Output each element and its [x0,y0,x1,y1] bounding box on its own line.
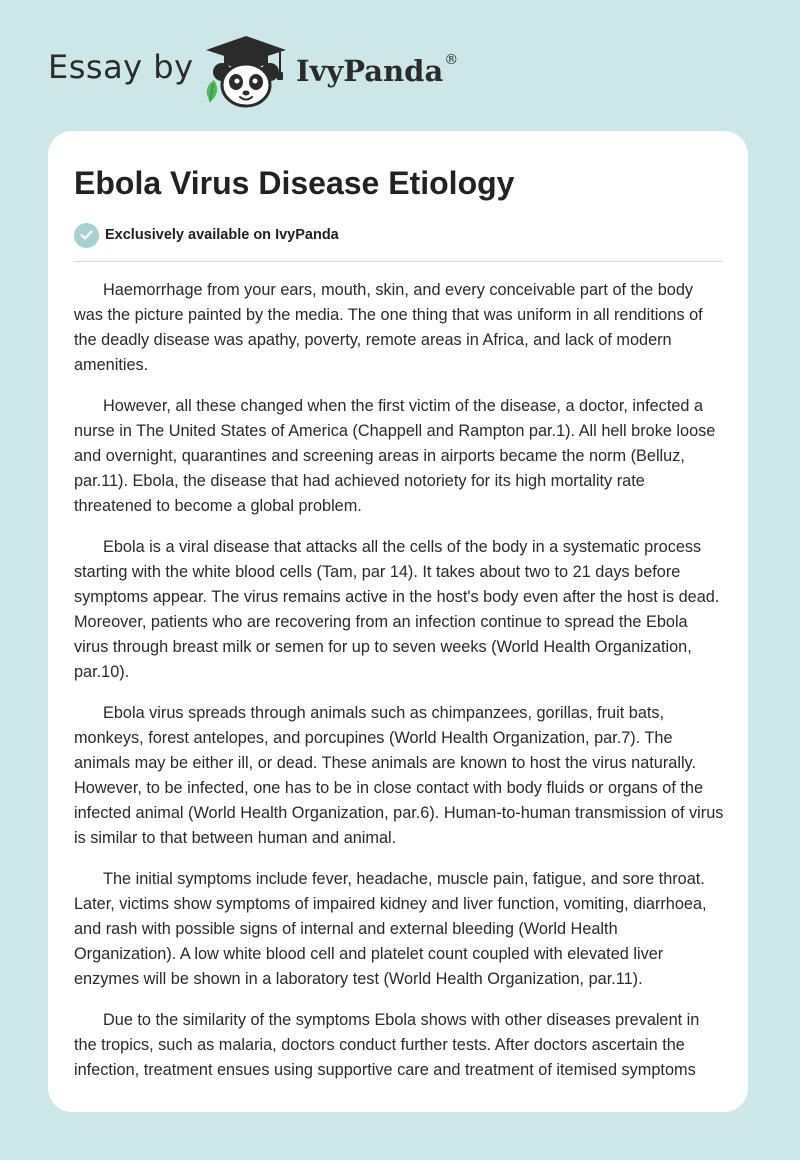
panda-graduate-icon [200,32,292,110]
exclusive-badge-label: Exclusively available on IvyPanda [105,227,339,243]
check-circle-icon [74,223,99,248]
paragraph: However, all these changed when the first victim of the disease, a doctor, infected a nurse in The United States of America (Chappell and Rampton par.1). All hell broke loose and overnight, quarantines and screening areas in airports became the norm (Belluz, par.11). Ebola, the disease that had achieved notoriety for its high mortality rate threatened to become a global problem. [74,397,716,515]
brand-prefix: Essay by [48,48,194,86]
brand-name-text: IvyPanda [296,54,444,88]
logo-link[interactable] [200,32,292,110]
essay-body [74,278,724,1099]
divider [74,261,723,262]
exclusive-badge [74,222,339,248]
paragraph: Due to the similarity of the symptoms Ebola shows with other diseases prevalent in the tropics, such as malaria, doctors conduct further tests. After doctors ascertain the infection, treatment ensues using supportive care and treatment of itemised symptoms [74,1011,700,1079]
paragraph: Ebola virus spreads through animals such as chimpanzees, gorillas, fruit bats, monkeys, forest antelopes, and porcupines (World Health Organization, par.7). The animals may be either ill, or dead. These animals are known to host the virus naturally. However, to be infected, one has to be in close contact with body fluids or organs of the infected animal (World Health Organization, par.6). Human-to-human transmission of virus is similar to that between human and animal. [74,704,724,847]
site-header [0,0,800,120]
paragraph: Haemorrhage from your ears, mouth, skin, and every conceivable part of the body was the picture painted by the media. The one thing that was uniform in all renditions of the deadly disease was apathy, poverty, remote areas in Africa, and lack of modern amenities. [74,281,703,374]
paragraph: The initial symptoms include fever, headache, muscle pain, fatigue, and sore throat. Later, victims show symptoms of impaired kidney and liver function, vomiting, diarrhoea, and rash with possible signs of internal and external bleeding (World Health Organization). A low white blood cell and platelet count coupled with elevated liver enzymes will be shown in a laboratory test (World Health Organization, par.11). [74,870,707,988]
brand-name[interactable] [296,54,458,88]
paragraph: Ebola is a viral disease that attacks all the cells of the body in a systematic process starting with the white blood cells (Tam, par 14). It takes about two to 21 days before symptoms appear. The virus remains active in the host's body even after the host is dead. Moreover, patients who are recovering from an infection continue to spread the Ebola virus through breast milk or semen for up to seven weeks (World Health Organization, par.10). [74,538,720,681]
registered-mark: ® [444,52,459,69]
essay-card [48,131,748,1112]
page-title: Ebola Virus Disease Etiology [74,165,515,201]
